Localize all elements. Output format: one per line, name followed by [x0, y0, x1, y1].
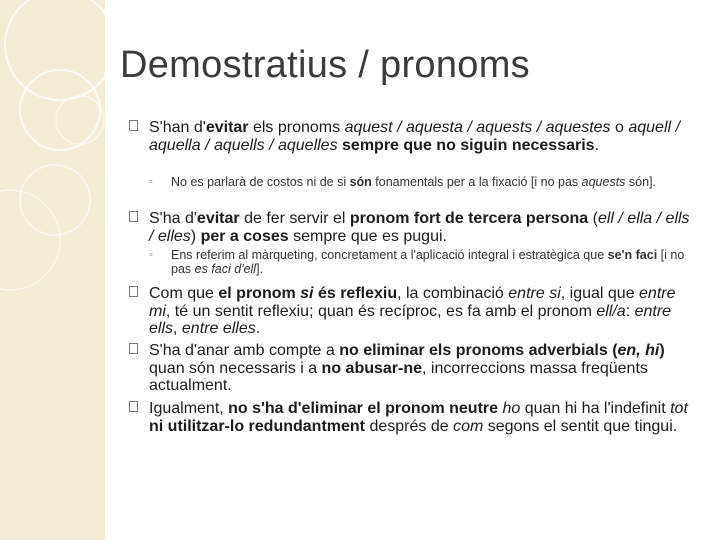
text-run: aquests	[581, 175, 626, 189]
bullet-3	[149, 285, 697, 338]
bullet-marker-icon	[129, 120, 138, 131]
text-run: tot	[670, 400, 688, 417]
text-run: )	[659, 342, 665, 359]
text-run: són	[349, 175, 372, 189]
text-run: S'han d'	[149, 119, 206, 136]
text-run: )	[190, 227, 201, 245]
text-run: és reflexiu	[313, 285, 398, 302]
text-run: ,	[173, 320, 182, 337]
text-run: com	[453, 417, 484, 435]
bullet-2-text	[149, 210, 690, 245]
bullet-marker-icon	[129, 401, 138, 412]
text-run: ].	[256, 261, 264, 276]
text-run: evitar	[205, 119, 249, 136]
text-run: no abusar-ne	[321, 359, 423, 377]
text-run: o	[610, 119, 629, 136]
text-run: S'ha d'anar amb compte a	[149, 342, 340, 359]
text-run: després de	[365, 417, 454, 435]
text-run: , té un sentit reflexiu; quan és recíproc, es fa amb el pronom	[165, 302, 597, 320]
bullet-marker-icon	[129, 211, 138, 222]
text-run: si	[300, 285, 314, 302]
text-run: sempre que no siguin necessaris	[342, 136, 595, 154]
text-run: (	[588, 210, 598, 227]
sub-bullet-1-text	[171, 175, 656, 189]
text-run: pronom fort de tercera persona	[349, 210, 589, 227]
text-run: Com que	[149, 285, 219, 302]
bullet-marker-icon	[129, 286, 138, 297]
bullet-2	[149, 210, 694, 245]
text-run: .	[594, 136, 600, 154]
text-run: S'ha d'	[149, 210, 197, 227]
text-run: [i no pas	[171, 248, 685, 276]
text-run: són].	[625, 175, 657, 189]
text-run: es faci d'ell	[194, 261, 257, 276]
bullet-5-text	[149, 400, 688, 435]
text-run: aquell / aquella / aquells / aquelles	[149, 119, 680, 154]
text-run: ni utilitzar-lo redundantment	[149, 417, 365, 435]
text-run: , incorreccions massa freqüents actualment.	[149, 359, 648, 394]
text-run: :	[625, 302, 635, 320]
text-run: no s'ha d'eliminar el pronom neutre	[228, 400, 503, 417]
text-run: entre mi	[149, 285, 676, 320]
text-run: de fer servir el	[239, 210, 350, 227]
text-run: No es parlarà de costos ni de si	[171, 175, 350, 189]
text-run: el pronom	[218, 285, 301, 302]
text-run: quan són necessaris i a	[149, 359, 322, 377]
decorative-side-band	[0, 0, 105, 540]
text-run: Igualment,	[149, 400, 229, 417]
text-run: en, hi	[617, 342, 660, 359]
text-run: ell/a	[596, 302, 626, 320]
page-title: Demostratius / pronoms	[120, 44, 530, 86]
sub-bullet-2-text	[171, 248, 684, 276]
text-run: evitar	[196, 210, 240, 227]
bullet-3-text	[149, 285, 676, 337]
bullet-4-text	[149, 342, 665, 394]
bullet-4	[149, 342, 697, 395]
text-run: , igual que	[560, 285, 640, 302]
text-run: entre si	[508, 285, 561, 302]
text-run: els pronoms	[248, 119, 345, 136]
text-run: no eliminar els pronoms adverbials (	[339, 342, 618, 359]
text-run: entre ells	[149, 302, 672, 337]
sub-bullet-marker-icon: ◦	[149, 249, 153, 261]
bullet-marker-icon	[129, 343, 138, 354]
text-run: ell / ella / ells / elles	[149, 210, 690, 245]
text-run: entre elles	[181, 320, 256, 337]
text-run: se'n faci	[607, 248, 658, 262]
text-run: sempre que es pugui.	[288, 227, 447, 245]
decorative-circles-icon	[0, 0, 105, 540]
sub-bullet-2	[149, 248, 696, 276]
bullet-5	[149, 400, 697, 435]
text-run: segons el sentit que tingui.	[483, 417, 678, 435]
bullet-1-text	[149, 119, 680, 154]
text-run: aquest / aquesta / aquests / aquestes	[344, 119, 611, 136]
bullet-1	[149, 119, 694, 154]
text-run: per a coses	[200, 227, 289, 245]
text-run: ho	[502, 400, 521, 417]
text-run: , la combinació	[397, 285, 509, 302]
text-run: quan hi ha l'indefinit	[520, 400, 671, 417]
sub-bullet-1	[149, 175, 691, 190]
text-run: fonamentals per a la fixació [i no pas	[371, 175, 582, 189]
sub-bullet-marker-icon: ◦	[149, 176, 153, 188]
text-run: Ens referim al màrqueting, concretament a l'aplicació integral i estratègica que	[171, 248, 608, 262]
text-run: .	[255, 320, 261, 337]
